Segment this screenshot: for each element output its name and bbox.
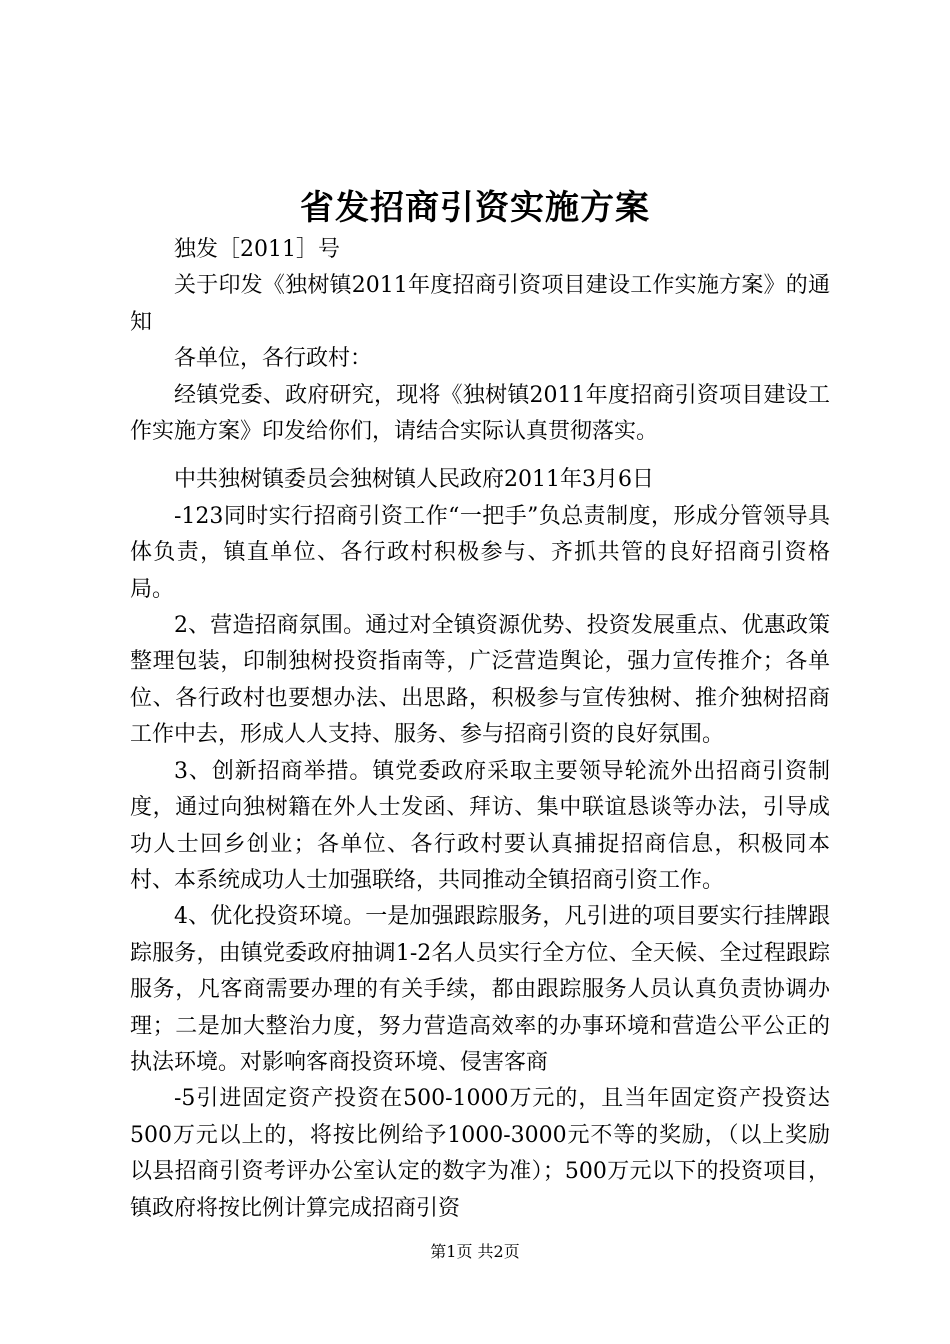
page-footer: 第1页 共2页 — [430, 1242, 520, 1261]
paragraph-environment: 4、优化投资环境。一是加强跟踪服务，凡引进的项目要实行挂牌跟踪服务，由镇党委政府抽调1-2名人员实行全方位、全天候、全过程跟踪服务，凡客商需要办理的有关手续，都由跟踪服务人员认真负责协调办理；二是加大整治力度，努力营造高效率的办事环境和营造公平公正的执法环境。对影响客商投资环境、侵害客商 — [130, 904, 830, 1075]
paragraph-atmosphere: 2、营造招商氛围。通过对全镇资源优势、投资发展重点、优惠政策整理包装，印制独树投资指南等，广泛营造舆论，强力宣传推介；各单位、各行政村也要想办法、出思路，积极参与宣传独树、推介独树招商工作中去，形成人人支持、服务、参与招商引资的良好氛围。 — [130, 613, 830, 748]
notice-heading: 关于印发《独树镇2011年度招商引资项目建设工作实施方案》的通知 — [130, 273, 830, 335]
notice-body: 经镇党委、政府研究，现将《独树镇2011年度招商引资项目建设工作实施方案》印发给你们，请结合实际认真贯彻落实。 — [130, 382, 830, 445]
document-title: 省发招商引资实施方案 — [300, 188, 650, 228]
salutation: 各单位，各行政村： — [174, 346, 373, 372]
paragraph-rewards: -5引进固定资产投资在500-1000万元的，且当年固定资产投资达500万元以上的，将按比例给予1000-3000元不等的奖励，（以上奖励以县招商引资考评办公室认定的数字为准）；500万元以下的投资项目，镇政府将按比例计算完成招商引资 — [130, 1086, 830, 1221]
document-number: 独发［2011］号 — [174, 237, 340, 262]
paragraph-responsibility: -123同时实行招商引资工作“一把手”负总责制度，形成分管领导具体负责，镇直单位、各行政村积极参与、齐抓共管的良好招商引资格局。 — [130, 503, 830, 602]
paragraph-measures: 3、创新招商举措。镇党委政府采取主要领导轮流外出招商引资制度，通过向独树籍在外人士发函、拜访、集中联谊恳谈等办法，引导成功人士回乡创业；各单位、各行政村要认真捕捉招商信息，积极同本村、本系统成功人士加强联络，共同推动全镇招商引资工作。 — [130, 758, 830, 893]
document-body — [130, 232, 830, 1227]
issuer-date: 中共独树镇委员会独树镇人民政府2011年3月6日 — [174, 467, 654, 493]
